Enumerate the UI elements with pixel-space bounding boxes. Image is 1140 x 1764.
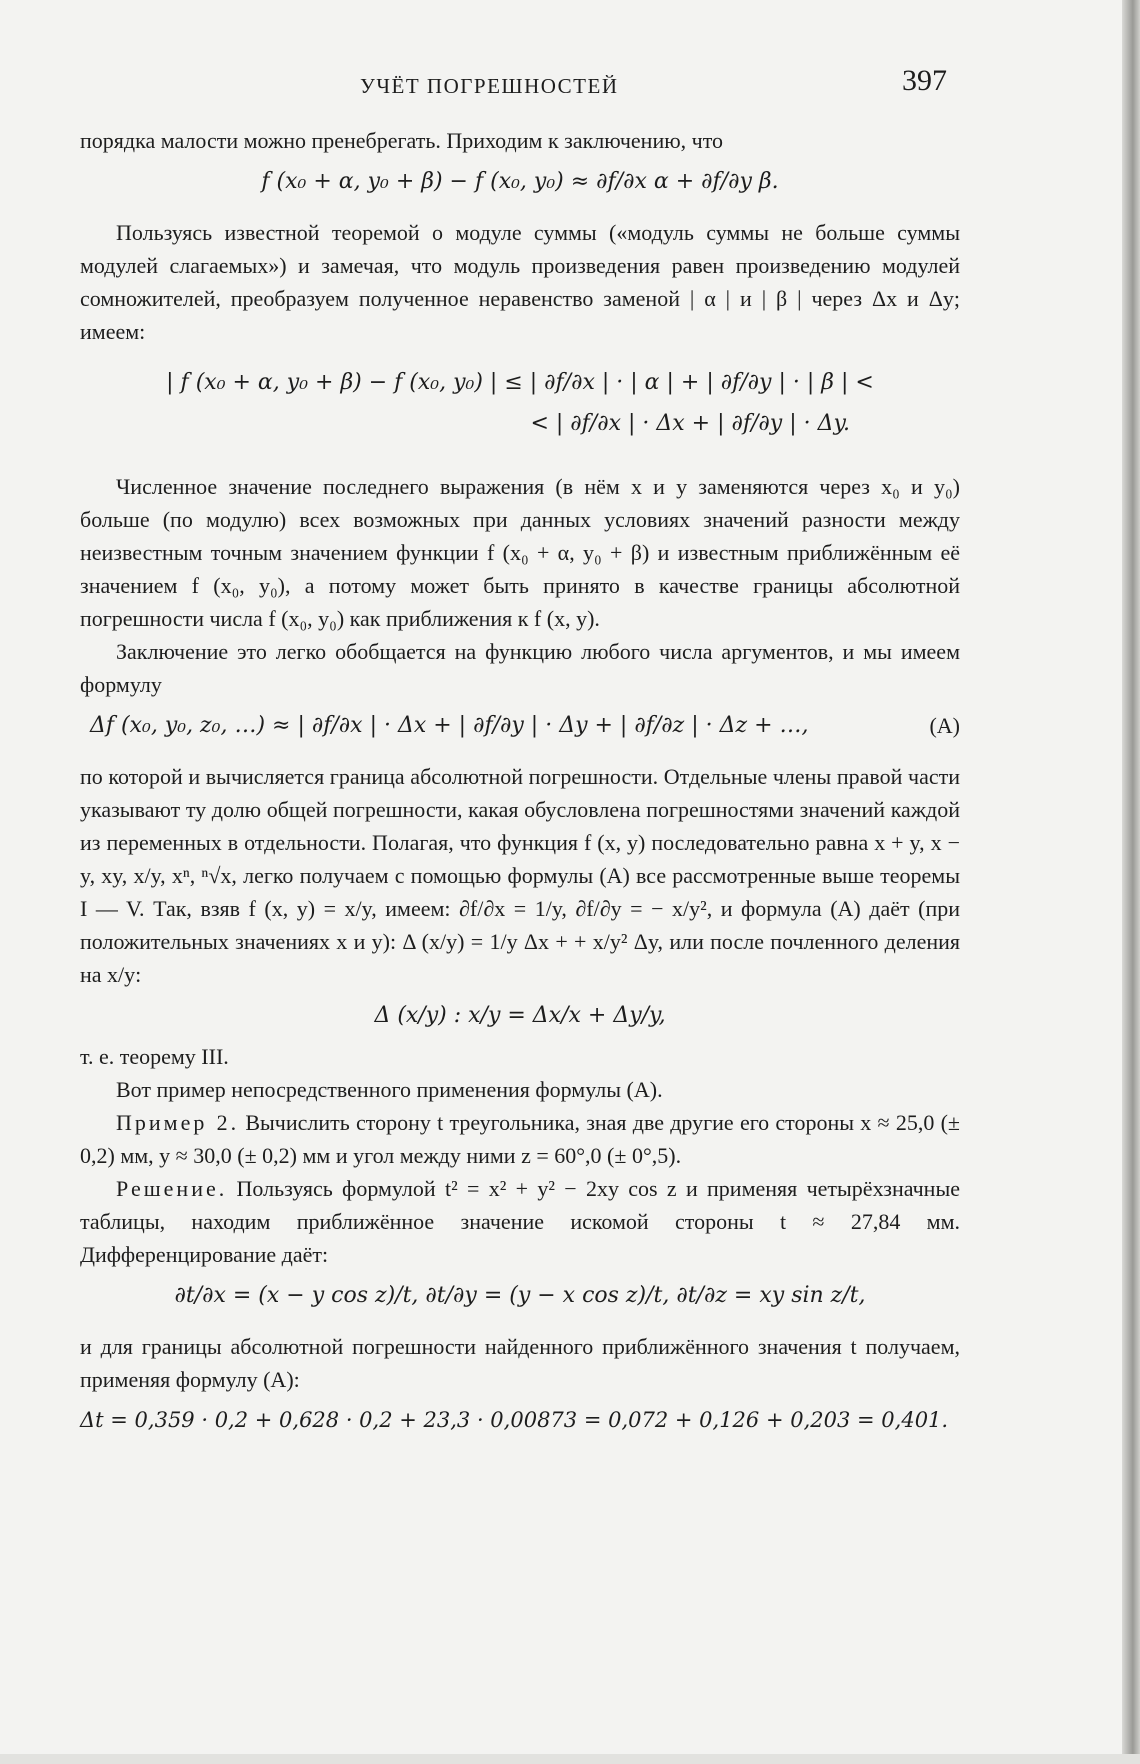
formula-A-expression: Δf (x₀, y₀, z₀, …) ≈ | ∂f/∂x | · Δx + | ∂f/∂y | · Δy + | ∂f/∂z | · Δz + …, xyxy=(90,713,809,738)
paragraph-theorems: по которой и вычисляется граница абсолютной погрешности. Отдельные члены правой части указывают ту долю общей погрешности, какая обусловлена погрешностями значений каждой из переменных в отдельности. Полагая, что функция f (x, y) последовательно равна x + y, x − y, xy, x/y, xⁿ, ⁿ√x, легко получаем с помощью формулы (A) все рассмотренные выше теоремы I — V. Так, взяв f (x, y) = x/y, имеем: ∂f/∂x = 1/y, ∂f/∂y = − x/y², и формула (A) даёт (при положительных значениях x и y): Δ (x/y) = 1/y Δx + + x/y² Δy, или после почленного деления на x/y: xyxy=(80,764,960,987)
paragraph-modulus-theorem: Пользуясь известной теоремой о модуле суммы («модуль суммы не больше суммы модулей слагаемых») и замечая, что модуль произведения равен произведению модулей сомножителей, преобразуем полученное неравенство заменой | α | и | β | через Δx и Δy; имеем: xyxy=(80,220,960,344)
page-edge-shadow xyxy=(1122,0,1140,1764)
paragraph-absolute-error: и для границы абсолютной погрешности найденного приближённого значения t получаем, применяя формулу (A): xyxy=(80,1334,960,1392)
formula-partial-derivatives: ∂t/∂x = (x − y cos z)/t, ∂t/∂y = (y − x cos z)/t, ∂t/∂z = xy sin z/t, xyxy=(174,1283,866,1308)
paragraph-continuation: порядка малости можно пренебрегать. Приходим к заключению, что xyxy=(80,128,724,153)
formula-A xyxy=(80,709,960,742)
solution-text: Пользуясь формулой t² = x² + y² − 2xy cos z и применяя четырёхзначные таблицы, находим приближённое значение искомой стороны t ≈ 27,84 мм. Дифференцирование даёт: xyxy=(80,1176,961,1267)
formula-approximation: f (x₀ + α, y₀ + β) − f (x₀, y₀) ≈ ∂f/∂x α + ∂f/∂y β. xyxy=(261,169,779,194)
formula-inequality-line1: | f (x₀ + α, y₀ + β) − f (x₀, y₀) | ≤ | ∂f/∂x | · | α | + | ∂f/∂y | · | β | < xyxy=(166,370,874,395)
formula-quotient-error: Δ (x/y) : x/y = Δx/x + Δy/y, xyxy=(374,1003,666,1028)
paragraph-numeric-value: Численное значение последнего выражения (в нём x и y заменяются через x₀ и y₀) больше (по модулю) всех возможных при данных условиях значений разности между неизвестным точным значением функции f (x₀ + α, y₀ + β) и известным приближённым её значением f (x₀, y₀), а потому может быть принято в качестве границы абсолютной погрешности числа f (x₀, y₀) как приближения к f (x, y). xyxy=(80,474,960,631)
example-label: Пример 2. xyxy=(116,1110,240,1135)
formula-A-tag: (A) xyxy=(929,713,960,738)
running-title: УЧЁТ ПОГРЕШНОСТЕЙ xyxy=(360,74,619,98)
paragraph-example-2 xyxy=(80,1106,960,1172)
solution-label: Решение. xyxy=(116,1176,228,1201)
paragraph-theorem-three: т. е. теорему III. xyxy=(80,1044,229,1069)
paragraph-generalization: Заключение это легко обобщается на функцию любого числа аргументов, и мы имеем формулу xyxy=(80,639,960,697)
page-header xyxy=(0,62,1140,102)
page-bottom-edge xyxy=(0,1754,1140,1764)
formula-delta-t: Δt = 0,359 · 0,2 + 0,628 · 0,2 + 23,3 · 0,00873 = 0,072 + 0,126 + 0,203 = 0,401. xyxy=(80,1408,949,1432)
paragraph-solution xyxy=(80,1172,960,1271)
example-text: Вычислить сторону t треугольника, зная две другие его стороны x ≈ 25,0 (± 0,2) мм, y ≈ 30,0 (± 0,2) мм и угол между ними z = 60°,0 (± 0°,5). xyxy=(80,1110,960,1168)
page-body xyxy=(80,124,960,1445)
formula-inequality-line2: < | ∂f/∂x | · Δx + | ∂f/∂y | · Δy. xyxy=(530,411,850,436)
page-number: 397 xyxy=(902,64,947,97)
paragraph-example-intro: Вот пример непосредственного применения формулы (A). xyxy=(116,1077,663,1102)
